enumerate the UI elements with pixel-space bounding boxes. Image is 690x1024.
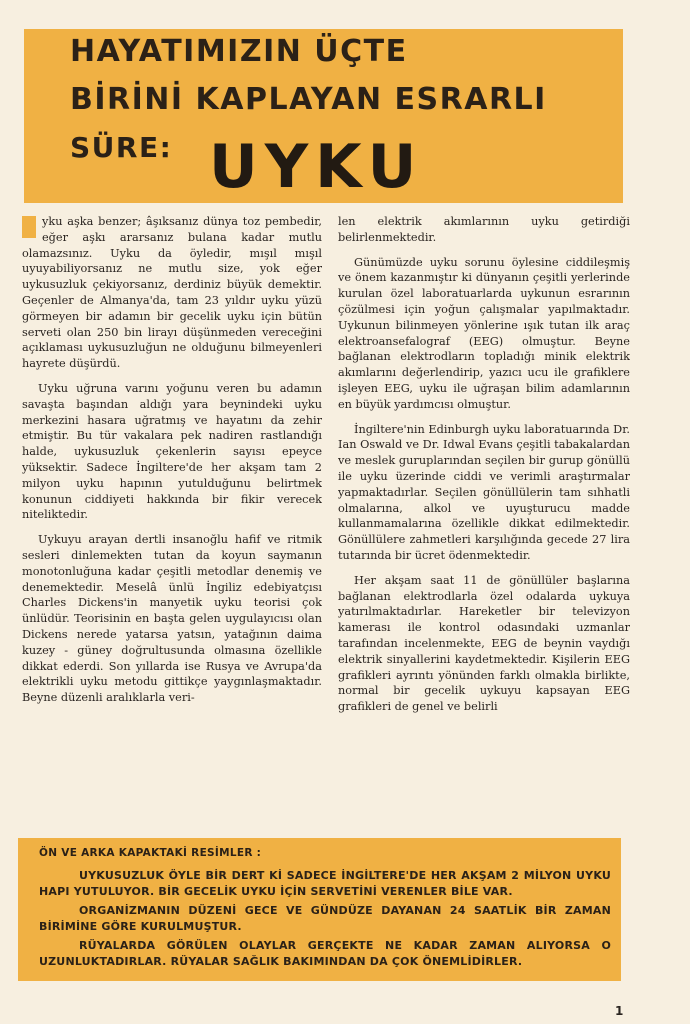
title-line-2: BİRİNİ KAPLAYAN ESRARLI: [70, 82, 547, 117]
title-big-word: UYKU: [209, 132, 424, 202]
caption-paragraph: UYKUSUZLUK ÖYLE BİR DERT Kİ SADECE İNGİLTERE'DE HER AKŞAM 2 MİLYON UYKU HAPI YUTULUYOR. BİR GECELİK UYKU İÇİN SERVETİNİ VERENLER BİLE VAR.: [39, 869, 611, 898]
article-column-left: [22, 214, 322, 798]
article-paragraph: Her akşam saat 11 de gönüllüler başlarına bağlanan elektrodlarla özel odalarda uykuya yatırılmaktadırlar. Hareketler bir televizyon kamerası ile kontrol odasındaki uzmanlar tarafından incelenmekte, EEG de beynin vaydığı elektrik sinyallerini kaydetmektedir. Kişilerin EEG grafikleri ayrıntı yönünden farklı olmakla birlikte, normal bir gecelik uykuyu kapsayan EEG grafikleri de genel ve belirli: [338, 573, 630, 714]
article-column-right: [338, 214, 630, 798]
title-banner: [24, 29, 623, 203]
caption-paragraph: ORGANİZMANIN DÜZENİ GECE VE GÜNDÜZE DAYANAN 24 SAATLİK BİR ZAMAN BİRİMİNE GÖRE KURULMUŞTUR.: [39, 904, 611, 933]
caption-paragraph: RÜYALARDA GÖRÜLEN OLAYLAR GERÇEKTE NE KADAR ZAMAN ALIYORSA O UZUNLUKTADIRLAR. RÜYALAR SAĞLIK BAKIMINDAN DA ÇOK ÖNEMLİDİRLER.: [39, 939, 611, 968]
cover-caption-box: [18, 838, 621, 981]
dropcap: [22, 216, 36, 238]
article-paragraph: [22, 214, 322, 372]
article-paragraph-text: yku aşka benzer; âşıksanız dünya toz pembedir, eğer aşkı ararsanız bulana kadar mutlu olamazsınız. Uyku da öyledir, mışıl mışıl uyuyabiliyorsanız ne mutlu size, yok eğer uykusuzluk çekiyorsanız, derdiniz büyük demektir. Geçenler de Almanya'da, tam 23 yıldır uyku yüzü görmeyen bir adamın bir gecelik uyku için bütün serveti olan 250 bin lirayı düşünmeden vereceğini açıklaması uykusuzluğun ne olduğunu bilmeyenleri hayrete düşürdü.: [22, 215, 322, 371]
caption-title: ÖN VE ARKA KAPAKTAKİ RESİMLER :: [39, 847, 262, 859]
article-paragraph: len elektrik akımlarının uyku getirdiği belirlenmektedir.: [338, 215, 630, 244]
article-paragraph: İngiltere'nin Edinburgh uyku laboratuarında Dr. Ian Oswald ve Dr. Idwal Evans çeşitli tabakalardan ve meslek guruplarından seçilen bir gurup gönüllü ile uyku üzerinde ciddi ve verimli araştırmalar yapmaktadırlar. Seçilen gönüllülerin tam sıhhatli olmalarına, alkol ve uyuşturucu madde kullanmamalarına özellikle dikkat edilmektedir. Gönüllülere zahmetleri karşılığında gecede 27 lira tutarında bir ücret ödenmektedir.: [338, 422, 630, 562]
article-paragraph: Uykuyu arayan dertli insanoğlu hafif ve ritmik sesleri dinlemekten tutan da koyun saymanın monotonluğuna kadar çeşitli metodlar denemiş ve denemektedir. Meselâ ünlü İngiliz edebiyatçısı Charles Dickens'in manyetik uyku teorisi çok ünlüdür. Teorisinin en başta gelen uygulayıcısı olan Dickens nerede yatarsa yatsın, yatağının daima kuzey - güney doğrultusunda olmasına özellikle dikkat ederdi. Son yıllarda ise Rusya ve Avrupa'da elektrikli uyku metodu gittikçe yaygınlaşmaktadır. Beyne düzenli aralıklarla veri-: [22, 533, 322, 705]
page-number: 1: [615, 1004, 624, 1018]
article-paragraph: Günümüzde uyku sorunu öylesine ciddileşmiş ve önem kazanmıştır ki dünyanın çeşitli yerlerinde kurulan özel laboratuarlarda uykunun esrarının çözülmesi için yoğun çalışmalar yapılmaktadır. Uykunun bilinmeyen yönlerine ışık tutan ilk araç elektroansefalograf (EEG) olmuştur. Beyne bağlanan elektrodların topladığı minik elektrik akımlarını değerlendirip, yazıcı ucu ile grafiklere işleyen EEG, uyku ile uğraşan bilim adamlarının en büyük yardımcısı olmuştur.: [338, 255, 630, 411]
title-line-3: SÜRE:: [70, 131, 173, 164]
title-line-1: HAYATIMIZIN ÜÇTE: [70, 34, 408, 69]
caption-text: [39, 868, 611, 974]
article-paragraph: Uyku uğruna varını yoğunu veren bu adamın savaşta başından aldığı yara beynindeki uyku merkezini hasara uğratmış ve hayatını da zehir etmiştir. Bu tür vakalara pek nadiren rastlandığı halde, uykusuzluk çekenlerin sayısı epeyce yüksektir. Sadece İngiltere'de her akşam tam 2 milyon uyku hapının yutulduğunu belirtmek konunun ciddiyeti hakkında bir fikir verecek niteliktedir.: [22, 381, 322, 522]
